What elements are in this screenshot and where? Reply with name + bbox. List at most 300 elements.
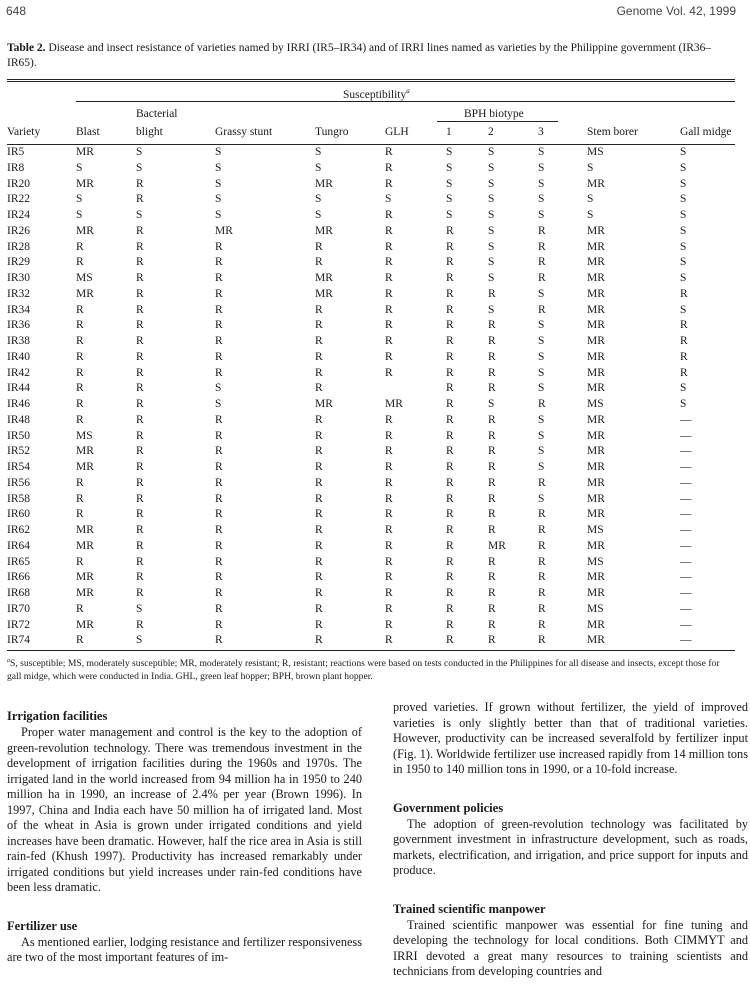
cell-bph-2: R: [488, 366, 496, 379]
bph-spanner-rule: [437, 121, 558, 122]
cell-bph-3: S: [538, 146, 545, 158]
cell-stem-borer: MR: [587, 240, 605, 253]
page-number: 648: [6, 4, 27, 18]
cell-tungro: R: [315, 602, 323, 615]
cell-variety: IR28: [7, 240, 30, 253]
cell-tungro: S: [315, 209, 322, 221]
cell-bph-1: R: [446, 335, 454, 347]
cell-glh: R: [385, 146, 393, 158]
cell-blast: R: [76, 634, 84, 647]
cell-bph-2: S: [488, 224, 495, 237]
cell-glh: R: [385, 571, 393, 584]
cell-tungro: R: [315, 429, 323, 442]
cell-bph-2: S: [488, 240, 495, 253]
cell-tungro: R: [315, 571, 323, 584]
cell-bph-2: R: [488, 602, 496, 615]
cell-tungro: R: [315, 555, 323, 568]
cell-tungro: S: [315, 193, 322, 206]
table-row: [0, 477, 750, 493]
cell-bph-2: R: [488, 634, 496, 647]
cell-blast: MR: [76, 587, 94, 599]
cell-stem-borer: MR: [587, 492, 605, 505]
cell-gall-midge: —: [680, 539, 692, 552]
cell-stem-borer: MR: [587, 335, 605, 347]
cell-blast: MR: [76, 618, 94, 631]
cell-bph-3: S: [538, 461, 545, 473]
cell-stem-borer: MR: [587, 177, 605, 190]
cell-bph-2: R: [488, 413, 496, 426]
cell-grassy-stunt: R: [215, 319, 223, 332]
cell-stem-borer: S: [587, 161, 594, 174]
cell-glh: R: [385, 303, 393, 316]
cell-bph-3: S: [538, 413, 545, 426]
cell-gall-midge: —: [680, 524, 692, 536]
cell-bph-1: R: [446, 319, 454, 332]
cell-variety: IR58: [7, 492, 30, 505]
cell-glh: R: [385, 508, 393, 521]
cell-grassy-stunt: R: [215, 303, 223, 316]
table-row: [0, 272, 750, 288]
cell-variety: IR29: [7, 256, 30, 269]
cell-grassy-stunt: R: [215, 461, 223, 473]
table-row: [0, 619, 750, 635]
cell-grassy-stunt: R: [215, 492, 223, 505]
col-header-stem-borer: Stem borer: [587, 126, 638, 138]
cell-bph-3: S: [538, 366, 545, 379]
cell-bph-3: S: [538, 287, 545, 300]
table-row: [0, 319, 750, 335]
cell-bph-1: R: [446, 602, 454, 615]
cell-bacterial-blight: S: [136, 602, 143, 615]
cell-tungro: R: [315, 476, 323, 489]
cell-stem-borer: MR: [587, 508, 605, 521]
cell-stem-borer: MR: [587, 224, 605, 237]
cell-variety: IR70: [7, 602, 30, 615]
cell-gall-midge: S: [680, 161, 687, 174]
cell-grassy-stunt: R: [215, 587, 223, 599]
cell-glh: R: [385, 177, 393, 190]
cell-variety: IR44: [7, 382, 30, 395]
cell-bph-3: R: [538, 272, 546, 284]
cell-variety: IR48: [7, 413, 30, 426]
cell-blast: R: [76, 555, 84, 568]
cell-gall-midge: —: [680, 618, 692, 631]
cell-gall-midge: —: [680, 508, 692, 521]
cell-bph-2: S: [488, 193, 495, 206]
cell-blast: R: [76, 303, 84, 316]
table-row: [0, 162, 750, 178]
cell-stem-borer: MR: [587, 413, 605, 426]
cell-bph-3: R: [538, 571, 546, 584]
cell-blast: R: [76, 319, 84, 332]
government-paragraph: The adoption of green-revolution technology was facilitated by government investment in infrastructure development, such as roads, markets, electrification, and irrigation, and price support for inputs and produce.: [393, 816, 748, 877]
cell-bph-3: S: [538, 193, 545, 206]
cell-blast: R: [76, 240, 84, 253]
table-row: [0, 430, 750, 446]
cell-grassy-stunt: R: [215, 445, 223, 458]
table-caption: [7, 41, 735, 71]
cell-bph-3: R: [538, 587, 546, 599]
cell-bph-3: R: [538, 303, 546, 316]
cell-grassy-stunt: S: [215, 382, 222, 395]
cell-stem-borer: MS: [587, 398, 604, 410]
cell-bph-3: S: [538, 161, 545, 174]
cell-bph-1: S: [446, 146, 453, 158]
cell-tungro: R: [315, 492, 323, 505]
table-row: [0, 209, 750, 225]
table-label: Table 2.: [7, 42, 46, 54]
cell-variety: IR56: [7, 476, 30, 489]
cell-stem-borer: MR: [587, 634, 605, 647]
cell-gall-midge: —: [680, 461, 692, 473]
cell-bacterial-blight: S: [136, 634, 143, 647]
cell-stem-borer: S: [587, 209, 594, 221]
cell-bacterial-blight: R: [136, 177, 144, 190]
cell-bph-2: R: [488, 350, 496, 363]
cell-blast: S: [76, 193, 83, 206]
cell-stem-borer: MR: [587, 366, 605, 379]
cell-glh: MR: [385, 398, 403, 410]
cell-stem-borer: MS: [587, 524, 604, 536]
cell-tungro: MR: [315, 224, 333, 237]
cell-blast: R: [76, 492, 84, 505]
cell-variety: IR60: [7, 508, 30, 521]
cell-grassy-stunt: R: [215, 256, 223, 269]
cell-bph-1: R: [446, 587, 454, 599]
cell-blast: MS: [76, 429, 93, 442]
susceptibility-spanner: [343, 84, 410, 102]
cell-bacterial-blight: R: [136, 382, 144, 395]
cell-bph-2: R: [488, 555, 496, 568]
cell-stem-borer: MR: [587, 256, 605, 269]
cell-bacterial-blight: R: [136, 413, 144, 426]
cell-bacterial-blight: R: [136, 350, 144, 363]
table-row: [0, 634, 750, 650]
cell-bph-1: R: [446, 224, 454, 237]
bph-biotype-spanner: BPH biotype: [464, 108, 524, 120]
table-row: [0, 540, 750, 556]
cell-gall-midge: S: [680, 240, 687, 253]
cell-grassy-stunt: R: [215, 524, 223, 536]
cell-glh: R: [385, 272, 393, 284]
cell-variety: IR72: [7, 618, 30, 631]
cell-glh: R: [385, 461, 393, 473]
table-row: [0, 461, 750, 477]
cell-variety: IR54: [7, 461, 30, 473]
cell-bacterial-blight: R: [136, 303, 144, 316]
cell-blast: MR: [76, 539, 94, 552]
cell-stem-borer: MR: [587, 429, 605, 442]
cell-glh: R: [385, 492, 393, 505]
cell-grassy-stunt: R: [215, 335, 223, 347]
journal-citation: Genome Vol. 42, 1999: [616, 4, 736, 18]
col-header-gall-midge: Gall midge: [680, 126, 732, 138]
cell-bph-3: S: [538, 382, 545, 395]
cell-bacterial-blight: R: [136, 618, 144, 631]
cell-bacterial-blight: R: [136, 224, 144, 237]
cell-bacterial-blight: R: [136, 445, 144, 458]
cell-blast: R: [76, 350, 84, 363]
cell-bph-2: S: [488, 303, 495, 316]
cell-bacterial-blight: R: [136, 366, 144, 379]
col-header-blast: Blast: [76, 126, 100, 138]
cell-bph-1: R: [446, 634, 454, 647]
cell-bacterial-blight: R: [136, 571, 144, 584]
irrigation-paragraph: Proper water management and control is the key to the adoption of green-revolution technology. There was tremendous investment in the development of irrigation facilities during the 1960s and 1970s. The irrigated land in the world increased from 94 million ha in 1950 to 240 million ha in 1990, an increase of 2.4% per year (Brown 1996). In 1997, China and India each have 50 million ha of irrigated land. Most of the wheat in Asia is grown under irrigated conditions and yield increases have been dramatic. However, half the rice area in Asia is still rain-fed (Khush 1997). Productivity has increased remarkably under irrigated conditions but yield increases under rain-fed conditions have been less dramatic.: [7, 725, 362, 894]
cell-variety: IR46: [7, 398, 30, 410]
cell-tungro: MR: [315, 177, 333, 190]
cell-gall-midge: S: [680, 146, 687, 158]
cell-blast: MR: [76, 224, 94, 237]
table-row: [0, 414, 750, 430]
cell-gall-midge: —: [680, 634, 692, 647]
table-row: [0, 524, 750, 540]
cell-glh: R: [385, 587, 393, 599]
left-column: [7, 708, 362, 966]
cell-bph-3: S: [538, 350, 545, 363]
cell-variety: IR65: [7, 555, 30, 568]
cell-gall-midge: S: [680, 382, 687, 395]
cell-bph-3: R: [538, 555, 546, 568]
cell-variety: IR26: [7, 224, 30, 237]
cell-gall-midge: —: [680, 429, 692, 442]
cell-bacterial-blight: R: [136, 272, 144, 284]
cell-gall-midge: —: [680, 602, 692, 615]
cell-variety: IR30: [7, 272, 30, 284]
cell-glh: R: [385, 445, 393, 458]
cell-grassy-stunt: R: [215, 476, 223, 489]
cell-bph-2: S: [488, 177, 495, 190]
table-row: [0, 493, 750, 509]
cell-bacterial-blight: S: [136, 161, 143, 174]
footnote-mark: a: [7, 658, 10, 664]
fertilizer-continued-paragraph: proved varieties. If grown without fertilizer, the yield of improved varieties is only slightly better than that of traditional varieties. However, productivity can be increased severalfold by fertilizer input (Fig. 1). Worldwide fertilizer use increased rapidly from 14 million tons in 1950 to 140 million tons in 1990, or a 10-fold increase.: [393, 700, 748, 776]
cell-stem-borer: MR: [587, 461, 605, 473]
cell-bph-3: R: [538, 634, 546, 647]
cell-grassy-stunt: S: [215, 146, 222, 158]
cell-grassy-stunt: R: [215, 350, 223, 363]
cell-bacterial-blight: R: [136, 335, 144, 347]
cell-gall-midge: S: [680, 177, 687, 190]
cell-stem-borer: MR: [587, 445, 605, 458]
cell-gall-midge: —: [680, 555, 692, 568]
cell-bph-1: R: [446, 571, 454, 584]
cell-grassy-stunt: R: [215, 539, 223, 552]
cell-variety: IR42: [7, 366, 30, 379]
cell-gall-midge: —: [680, 492, 692, 505]
cell-bacterial-blight: R: [136, 587, 144, 599]
cell-variety: IR8: [7, 161, 25, 174]
cell-bph-2: R: [488, 461, 496, 473]
cell-bph-3: R: [538, 476, 546, 489]
table-row: [0, 335, 750, 351]
manpower-paragraph: Trained scientific manpower was essential for fine tuning and developing the technology for local conditions. Both CIMMYT and IRRI devoted a great many resources to training scientists and technicians from developing countries and: [393, 917, 748, 978]
cell-tungro: R: [315, 382, 323, 395]
cell-stem-borer: MR: [587, 587, 605, 599]
cell-grassy-stunt: S: [215, 177, 222, 190]
cell-grassy-stunt: R: [215, 571, 223, 584]
table-row: [0, 225, 750, 241]
cell-stem-borer: MR: [587, 571, 605, 584]
irrigation-heading: Irrigation facilities: [7, 709, 108, 723]
cell-variety: IR64: [7, 539, 30, 552]
cell-bph-3: S: [538, 177, 545, 190]
cell-gall-midge: S: [680, 303, 687, 316]
table-row: [0, 587, 750, 603]
cell-bph-2: R: [488, 445, 496, 458]
cell-tungro: S: [315, 161, 322, 174]
cell-blast: S: [76, 209, 83, 221]
cell-variety: IR38: [7, 335, 30, 347]
cell-tungro: R: [315, 539, 323, 552]
table-row: [0, 445, 750, 461]
cell-bph-2: S: [488, 209, 495, 221]
cell-stem-borer: MR: [587, 303, 605, 316]
cell-blast: MR: [76, 445, 94, 458]
cell-tungro: S: [315, 146, 322, 158]
cell-bph-2: R: [488, 571, 496, 584]
cell-glh: R: [385, 476, 393, 489]
table-footnote: [7, 655, 735, 683]
table-row: [0, 146, 750, 162]
col-header-bph-2: 2: [488, 126, 494, 138]
cell-gall-midge: —: [680, 413, 692, 426]
susceptibility-label: Susceptibility: [343, 88, 407, 101]
col-header-bph-1: 1: [446, 126, 452, 138]
cell-bacterial-blight: R: [136, 240, 144, 253]
cell-blast: MS: [76, 272, 93, 284]
cell-blast: R: [76, 335, 84, 347]
table-row: [0, 193, 750, 209]
cell-glh: R: [385, 319, 393, 332]
cell-tungro: R: [315, 303, 323, 316]
cell-grassy-stunt: R: [215, 602, 223, 615]
table-row: [0, 398, 750, 414]
susceptibility-note-mark: a: [406, 87, 410, 95]
cell-bph-2: R: [488, 335, 496, 347]
susceptibility-spanner-rule: [76, 101, 735, 102]
col-header-bph-3: 3: [538, 126, 544, 138]
cell-bacterial-blight: S: [136, 209, 143, 221]
cell-glh: R: [385, 634, 393, 647]
cell-bph-1: R: [446, 539, 454, 552]
table-row: [0, 351, 750, 367]
cell-bacterial-blight: R: [136, 508, 144, 521]
cell-tungro: R: [315, 319, 323, 332]
cell-gall-midge: —: [680, 476, 692, 489]
cell-bacterial-blight: R: [136, 319, 144, 332]
cell-variety: IR68: [7, 587, 30, 599]
cell-grassy-stunt: R: [215, 413, 223, 426]
table-row: [0, 256, 750, 272]
cell-bacterial-blight: R: [136, 256, 144, 269]
cell-glh: R: [385, 555, 393, 568]
cell-blast: R: [76, 256, 84, 269]
cell-bph-1: R: [446, 524, 454, 536]
cell-bacterial-blight: R: [136, 461, 144, 473]
bacterial-spanner: Bacterial: [136, 108, 178, 120]
col-header-bacterial-blight: blight: [136, 126, 163, 138]
cell-variety: IR22: [7, 193, 30, 206]
cell-bacterial-blight: R: [136, 539, 144, 552]
cell-variety: IR66: [7, 571, 30, 584]
cell-tungro: R: [315, 350, 323, 363]
cell-gall-midge: S: [680, 224, 687, 237]
cell-variety: IR40: [7, 350, 30, 363]
cell-glh: R: [385, 602, 393, 615]
cell-grassy-stunt: R: [215, 287, 223, 300]
cell-tungro: R: [315, 461, 323, 473]
cell-bph-3: R: [538, 398, 546, 410]
cell-glh: R: [385, 161, 393, 174]
cell-glh: R: [385, 618, 393, 631]
cell-gall-midge: S: [680, 256, 687, 269]
cell-glh: R: [385, 413, 393, 426]
cell-gall-midge: S: [680, 193, 687, 206]
cell-variety: IR36: [7, 319, 30, 332]
cell-glh: S: [385, 193, 392, 206]
cell-blast: MR: [76, 461, 94, 473]
cell-bph-2: S: [488, 272, 495, 284]
cell-tungro: R: [315, 256, 323, 269]
cell-gall-midge: R: [680, 319, 688, 332]
cell-bph-1: R: [446, 240, 454, 253]
cell-bph-1: R: [446, 461, 454, 473]
table-row: [0, 288, 750, 304]
cell-grassy-stunt: R: [215, 240, 223, 253]
cell-variety: IR50: [7, 429, 30, 442]
cell-grassy-stunt: S: [215, 209, 222, 221]
table-row: [0, 382, 750, 398]
cell-bph-3: R: [538, 256, 546, 269]
cell-stem-borer: MR: [587, 476, 605, 489]
cell-bph-1: R: [446, 492, 454, 505]
cell-glh: R: [385, 366, 393, 379]
cell-tungro: R: [315, 508, 323, 521]
cell-blast: S: [76, 161, 83, 174]
cell-glh: R: [385, 335, 393, 347]
cell-bph-2: R: [488, 524, 496, 536]
cell-grassy-stunt: S: [215, 193, 222, 206]
fertilizer-heading: Fertilizer use: [7, 918, 78, 933]
cell-glh: R: [385, 224, 393, 237]
table-top-rule: [7, 79, 735, 80]
cell-grassy-stunt: R: [215, 555, 223, 568]
cell-stem-borer: S: [587, 193, 594, 206]
cell-bph-1: R: [446, 398, 454, 410]
cell-bph-1: S: [446, 193, 453, 206]
table-header-rule: [7, 144, 735, 145]
cell-blast: R: [76, 382, 84, 395]
cell-blast: MR: [76, 287, 94, 300]
cell-stem-borer: MR: [587, 272, 605, 284]
cell-bacterial-blight: R: [136, 555, 144, 568]
cell-stem-borer: MR: [587, 287, 605, 300]
cell-gall-midge: R: [680, 366, 688, 379]
cell-stem-borer: MS: [587, 146, 604, 158]
cell-stem-borer: MR: [587, 350, 605, 363]
cell-blast: MR: [76, 146, 94, 158]
cell-blast: R: [76, 508, 84, 521]
cell-bph-2: R: [488, 492, 496, 505]
table-row: [0, 571, 750, 587]
cell-bph-1: R: [446, 445, 454, 458]
right-column: [393, 700, 748, 980]
cell-bph-1: R: [446, 413, 454, 426]
cell-grassy-stunt: S: [215, 398, 222, 410]
col-header-grassy-stunt: Grassy stunt: [215, 126, 273, 138]
cell-grassy-stunt: R: [215, 508, 223, 521]
